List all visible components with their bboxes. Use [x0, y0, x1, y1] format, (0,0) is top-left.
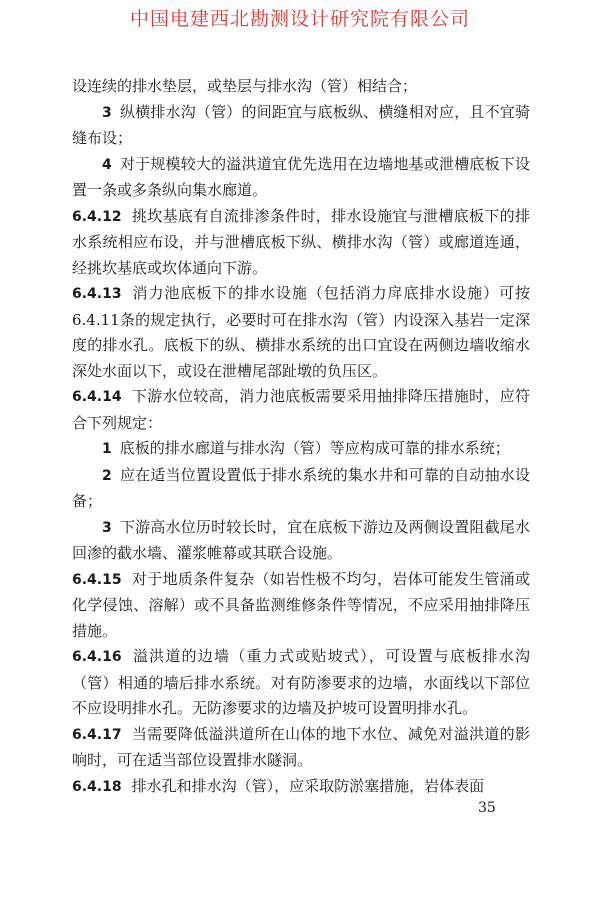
clause-number: 6.4.16: [72, 649, 122, 665]
item-number: 4: [102, 156, 112, 173]
item-number: 3: [102, 519, 112, 536]
clause-number: 6.4.18: [72, 778, 122, 795]
paragraph-text: 下游高水位历时较长时，宜在底板下游边及两侧设置阻截尾水回渗的截水墙、灌浆帷幕或其联合设施。: [72, 517, 530, 562]
clause-6-4-13: [72, 281, 530, 384]
item-number: 2: [102, 467, 112, 484]
clause-6-4-17: [72, 722, 530, 774]
clause-6-4-14: [72, 384, 530, 436]
paragraph-text: 设连续的排水垫层，或垫层与排水沟（管）相结合；: [72, 77, 418, 95]
list-item: [72, 436, 530, 463]
clause-6-4-16: [72, 644, 530, 722]
clause-number: 6.4.13: [72, 286, 122, 302]
clause-6-4-15: [72, 567, 530, 645]
document-body: [72, 74, 530, 800]
item-number: 1: [102, 441, 112, 457]
paragraph-text: 当需要降低溢洪道所在山体的地下水位、减免对溢洪道的影响时，可在适当部位设置排水隧洞。: [72, 724, 530, 769]
paragraph-text: 对于规模较大的溢洪道宜优先选用在边墙地基或泄槽底板下设置一条或多条纵向集水廊道。: [72, 154, 530, 199]
paragraph-text: 应在适当位置设置低于排水系统的集水井和可靠的自动抽水设备；: [72, 465, 530, 510]
company-watermark: 中国电建西北勘测设计研究院有限公司: [129, 8, 470, 30]
clause-number: 6.4.17: [72, 726, 122, 743]
item-number: 3: [102, 104, 112, 121]
paragraph-continuation: [72, 74, 530, 100]
paragraph-text: 下游水位较高，消力池底板需要采用抽排降压措施时，应符合下列规定：: [72, 387, 530, 432]
clause-number: 6.4.12: [72, 208, 122, 225]
paragraph-text: 排水孔和排水沟（管），应采取防淤塞措施，岩体表面: [131, 776, 485, 795]
paragraph-text: 底板的排水廊道与排水沟（管）等应构成可靠的排水系统；: [119, 439, 510, 457]
paragraph-text: 对于地质条件复杂（如岩性极不均匀，岩体可能发生管涌或化学侵蚀、溶解）或不具备监测维修条件等情况，不应采用抽排降压措施。: [72, 569, 530, 640]
paragraph-text: 消力池底板下的排水设施（包括消力戽底排水设施）可按6.4.11条的规定执行，必要时可在排水沟（管）内设深入基岩一定深度的排水孔。底板下的纵、横排水系统的出口宜设在两侧边墙收缩水深处水面以下，或设在泄槽尾部趾墩的负压区。: [72, 284, 530, 380]
paragraph-text: 挑坎基底有自流排渗条件时，排水设施宜与泄槽底板下的排水系统相应布设，并与泄槽底板下纵、横排水沟（管）或廊道连通，经挑坎基底或坎体通向下游。: [72, 206, 530, 277]
paragraph-text: 溢洪道的边墙（重力式或贴坡式），可设置与底板排水沟（管）相通的墙后排水系统。对有防渗要求的边墙，水面线以下部位不应设明排水孔。无防渗要求的边墙及护坡可设置明排水孔。: [72, 647, 530, 717]
list-item: [72, 463, 530, 515]
list-item: [72, 100, 530, 152]
list-item: [72, 152, 530, 204]
clause-6-4-12: [72, 204, 530, 282]
paragraph-text: 纵横排水沟（管）的间距宜与底板纵、横缝相对应，且不宜骑缝布设；: [72, 102, 530, 147]
clause-6-4-18: [72, 774, 530, 801]
clause-number: 6.4.15: [72, 571, 122, 588]
clause-number: 6.4.14: [72, 389, 122, 405]
page-number: 35: [478, 800, 496, 816]
list-item: [72, 515, 530, 567]
